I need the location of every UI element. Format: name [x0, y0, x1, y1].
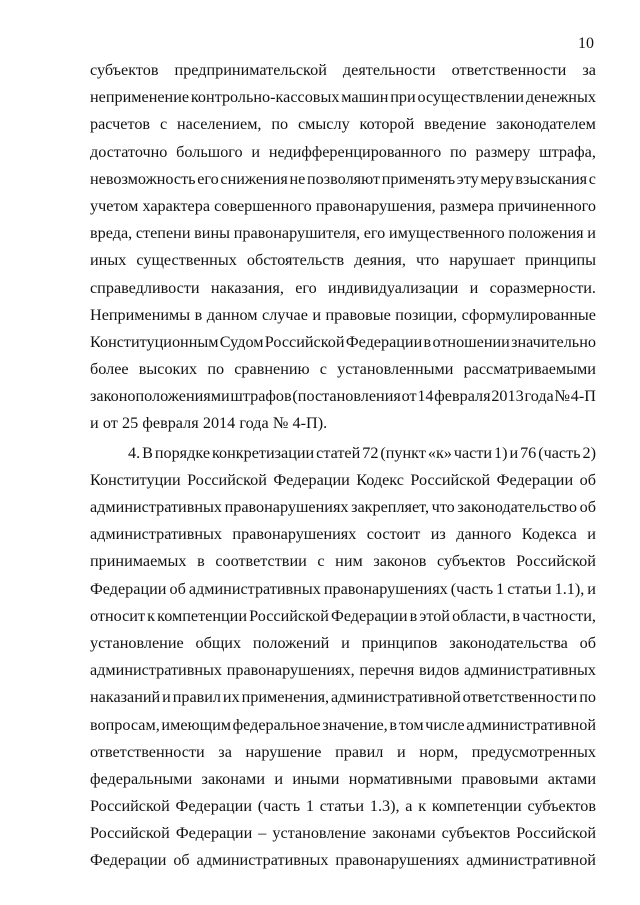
- word: 14: [417, 387, 434, 406]
- word: деяния,: [354, 251, 406, 270]
- word: и: [587, 579, 596, 598]
- text-line: [90, 410, 596, 437]
- text-line: [90, 275, 596, 302]
- word: и: [469, 278, 479, 297]
- word: в: [409, 606, 418, 625]
- word: правонарушениях: [323, 579, 448, 598]
- text-line: [90, 302, 596, 329]
- word: законодателем: [496, 115, 596, 134]
- word: правил: [335, 742, 384, 761]
- word: административных: [188, 579, 321, 598]
- text-line: [90, 247, 596, 274]
- text-line: [90, 739, 596, 766]
- word: из: [430, 525, 446, 544]
- text-line: [90, 440, 596, 467]
- word: принципы: [525, 251, 596, 270]
- word: правонарушениях: [232, 525, 357, 544]
- word: компетенции: [431, 797, 522, 816]
- word: большого: [176, 142, 243, 161]
- word: Российской: [90, 797, 170, 816]
- word: законодательство: [457, 498, 577, 516]
- word: совершенного: [214, 196, 312, 215]
- word: административных: [196, 851, 329, 870]
- word: Федерации: [345, 332, 423, 351]
- word: что: [416, 251, 440, 270]
- paragraph: [90, 57, 596, 438]
- word: наказаний: [90, 688, 161, 707]
- word: видов: [419, 661, 460, 680]
- word: 2): [582, 443, 596, 462]
- word: имеющим: [161, 715, 231, 734]
- paragraph: [90, 440, 596, 875]
- word: позиции,: [395, 305, 458, 324]
- word: том: [398, 715, 424, 734]
- word: недифференцированного: [268, 142, 442, 161]
- word: Российской: [410, 470, 491, 489]
- word: 4-П: [570, 387, 596, 406]
- word: данном: [206, 305, 258, 324]
- word: 25: [122, 414, 139, 433]
- word: Кодекс: [356, 470, 404, 489]
- word: в: [512, 606, 521, 625]
- word: к: [147, 606, 156, 625]
- word: Федерации: [90, 579, 167, 598]
- word: правонарушениях: [224, 498, 349, 516]
- word: перечня: [359, 661, 415, 680]
- word: правонарушителя,: [233, 224, 361, 243]
- word: субъектов: [441, 824, 511, 843]
- word: и: [312, 305, 322, 324]
- text-line: [90, 467, 596, 494]
- word: установление: [272, 824, 367, 843]
- word: ответственности: [90, 742, 205, 761]
- word: штрафов: [230, 387, 292, 406]
- word: Российской: [264, 332, 345, 351]
- word: правовыми: [461, 769, 539, 788]
- word: законодательства: [449, 633, 568, 652]
- word: применения,: [241, 688, 330, 707]
- text-line: [90, 494, 596, 521]
- word: Кодекса: [521, 525, 577, 544]
- word: и: [90, 414, 99, 433]
- word: года: [239, 414, 269, 433]
- word: по: [450, 142, 467, 161]
- word: 76: [520, 443, 537, 462]
- word: вины: [194, 224, 231, 243]
- word: Федерации: [273, 470, 350, 489]
- word: 1: [305, 797, 314, 816]
- word: Конституционным: [90, 332, 219, 351]
- word: снижения: [220, 169, 288, 188]
- page-number: 10: [578, 35, 594, 52]
- word: и: [587, 224, 596, 243]
- word: правонарушения,: [315, 196, 436, 215]
- word: Российской: [249, 606, 329, 625]
- word: его: [295, 278, 317, 297]
- word: по: [271, 115, 289, 134]
- word: нормативными: [348, 769, 453, 788]
- text-line: [90, 548, 596, 575]
- word: высоких: [138, 360, 198, 379]
- word: осуществлении: [417, 88, 525, 107]
- word: деятельности: [342, 61, 436, 79]
- word: административной: [330, 688, 461, 707]
- word: административных: [90, 498, 222, 516]
- word: Российской: [90, 824, 170, 843]
- word: достаточно: [90, 142, 168, 161]
- word: и: [396, 742, 406, 761]
- word: законами: [372, 824, 436, 843]
- word: с: [319, 360, 327, 379]
- word: части: [453, 443, 493, 462]
- word: правонарушениях,: [226, 661, 355, 680]
- word: причиненного: [498, 196, 596, 215]
- word: 72: [362, 443, 379, 462]
- word: индивидуализации: [328, 278, 459, 297]
- word: (часть: [450, 579, 494, 598]
- word: не: [289, 169, 306, 188]
- word: административной: [466, 715, 596, 734]
- word: значительно: [511, 332, 596, 351]
- word: нарушение: [245, 742, 322, 761]
- word: законоположениями: [90, 387, 230, 406]
- word: соразмерности.: [489, 278, 596, 297]
- word: порядке: [154, 443, 211, 462]
- word: Российской: [516, 552, 596, 571]
- word: позволяют: [307, 169, 381, 188]
- word: сравнению: [234, 360, 310, 379]
- word: в: [194, 305, 203, 324]
- word: законов: [373, 552, 427, 571]
- word: к: [418, 797, 427, 816]
- word: Федерации: [175, 824, 253, 843]
- word: 4-П).: [292, 414, 328, 433]
- word: 4.: [128, 443, 141, 462]
- word: размера: [439, 196, 495, 215]
- word: 1.1),: [554, 579, 585, 598]
- word: что: [431, 498, 455, 516]
- word: принципов: [361, 633, 438, 652]
- word: Судом: [219, 332, 264, 351]
- word: состоит: [366, 525, 421, 544]
- word: смыслу: [298, 115, 350, 134]
- word: и: [251, 142, 261, 161]
- word: ответственности: [451, 61, 567, 79]
- word: В: [142, 443, 153, 462]
- text-line: [90, 793, 596, 820]
- word: рассматриваемыми: [463, 360, 596, 379]
- word: 1.3),: [369, 797, 400, 816]
- word: а: [405, 797, 413, 816]
- word: статьи: [507, 579, 552, 598]
- word: (часть: [538, 443, 581, 462]
- word: февраля: [434, 387, 491, 406]
- word: «к»: [427, 443, 452, 462]
- word: в: [423, 332, 432, 351]
- word: с: [159, 115, 168, 134]
- word: 1: [496, 579, 505, 598]
- word: положений: [252, 633, 330, 652]
- word: от: [102, 414, 118, 433]
- word: Неприменимы: [90, 305, 191, 324]
- body-text: [90, 57, 596, 875]
- word: закрепляет,: [351, 498, 430, 516]
- text-line: [90, 766, 596, 793]
- word: 2014: [202, 414, 236, 433]
- word: –: [258, 824, 267, 843]
- word: 2013: [491, 387, 524, 406]
- word: года: [524, 387, 554, 406]
- word: Федерации: [496, 470, 574, 489]
- text-line: [90, 657, 596, 684]
- word: обстоятельств: [246, 251, 345, 270]
- word: значение,: [322, 715, 388, 734]
- word: ответственности: [462, 688, 578, 707]
- text-line: [90, 220, 596, 247]
- word: административных: [90, 525, 222, 544]
- word: эту: [456, 169, 479, 188]
- word: с: [317, 552, 325, 571]
- word: об: [173, 851, 190, 870]
- word: наказания,: [210, 278, 284, 297]
- word: субъектов: [437, 552, 506, 571]
- word: федеральными: [90, 769, 193, 788]
- word: при: [390, 88, 416, 107]
- word: в: [197, 552, 205, 571]
- word: об: [169, 579, 186, 598]
- word: и: [341, 633, 350, 652]
- word: и: [587, 525, 596, 544]
- word: и: [162, 688, 171, 707]
- word: невозможность: [90, 169, 196, 188]
- word: статей: [316, 443, 361, 462]
- word: вреда,: [90, 224, 133, 243]
- word: более: [90, 360, 129, 379]
- word: и: [274, 769, 284, 788]
- word: вопросам,: [90, 715, 160, 734]
- text-line: [90, 820, 596, 847]
- word: взыскания: [515, 169, 588, 188]
- word: за: [582, 61, 596, 79]
- word: установленными: [337, 360, 454, 379]
- word: (постановления: [292, 387, 401, 406]
- word: от: [401, 387, 417, 406]
- text-line: [90, 630, 596, 657]
- word: статьи: [319, 797, 365, 816]
- text-line: [90, 576, 596, 603]
- word: характера: [142, 196, 211, 215]
- text-line: [90, 166, 596, 193]
- word: положения: [508, 224, 584, 243]
- word: (часть: [257, 797, 301, 816]
- word: размеру: [475, 142, 531, 161]
- word: Федерации: [331, 606, 408, 625]
- word: правил: [172, 688, 222, 707]
- word: частности,: [522, 606, 596, 625]
- word: принимаемых: [90, 552, 187, 571]
- word: административных: [464, 661, 596, 680]
- word: с: [588, 169, 596, 188]
- word: применять: [381, 169, 456, 188]
- word: Федерации: [90, 851, 167, 870]
- word: Федерации: [175, 797, 252, 816]
- text-line: [90, 193, 596, 220]
- text-line: [90, 329, 596, 356]
- word: правонарушениях: [335, 851, 460, 870]
- word: иными: [292, 769, 340, 788]
- word: общих: [195, 633, 242, 652]
- word: Российской: [516, 824, 596, 843]
- word: административных: [90, 661, 222, 680]
- word: и: [509, 443, 519, 462]
- word: его: [363, 224, 386, 243]
- word: сформулированные: [461, 305, 596, 324]
- word: введение: [424, 115, 487, 134]
- word: контрольно-кассовых: [190, 88, 340, 107]
- word: денежных: [525, 88, 596, 107]
- word: компетенции: [157, 606, 248, 625]
- word: учетом: [90, 196, 139, 215]
- word: предпринимательской: [174, 61, 327, 79]
- word: об: [579, 498, 596, 516]
- word: области,: [452, 606, 511, 625]
- word: субъектов: [90, 61, 159, 79]
- word: иных: [90, 251, 127, 270]
- text-line: [90, 603, 596, 630]
- word: по: [207, 360, 225, 379]
- word: расчетов: [90, 115, 151, 134]
- word: федеральное: [232, 715, 321, 734]
- word: административной: [466, 851, 596, 870]
- word: существенных: [136, 251, 237, 270]
- word: об: [579, 633, 596, 652]
- word: Российской: [187, 470, 267, 489]
- text-line: [90, 521, 596, 548]
- text-line: [90, 383, 596, 410]
- word: (пункт: [380, 443, 426, 462]
- word: нарушает: [449, 251, 515, 270]
- word: машин: [341, 88, 389, 107]
- word: установление: [90, 633, 184, 652]
- word: его: [197, 169, 219, 188]
- word: об: [579, 470, 596, 489]
- text-line: [90, 139, 596, 166]
- word: неприменение: [90, 88, 190, 107]
- text-line: [90, 111, 596, 138]
- word: предусмотренных: [471, 742, 596, 761]
- word: соответствии: [215, 552, 307, 571]
- word: конкретизации: [211, 443, 315, 462]
- word: по: [579, 688, 596, 707]
- word: их: [222, 688, 240, 707]
- word: №: [272, 414, 289, 433]
- word: справедливости: [90, 278, 200, 297]
- word: актами: [547, 769, 596, 788]
- word: относит: [90, 606, 146, 625]
- word: правовые: [325, 305, 391, 324]
- word: случае: [262, 305, 308, 324]
- word: за: [218, 742, 232, 761]
- word: февраля: [142, 414, 199, 433]
- word: которой: [359, 115, 415, 134]
- text-line: [90, 356, 596, 383]
- text-line: [90, 57, 596, 84]
- word: населением,: [177, 115, 262, 134]
- word: 1): [494, 443, 508, 462]
- word: законами: [201, 769, 266, 788]
- word: этой: [419, 606, 450, 625]
- text-line: [90, 847, 596, 874]
- word: отношении: [432, 332, 510, 351]
- text-line: [90, 684, 596, 711]
- word: штрафа,: [539, 142, 596, 161]
- word: ним: [335, 552, 363, 571]
- word: Конституции: [90, 470, 181, 489]
- word: в: [389, 715, 398, 734]
- word: степени: [135, 224, 191, 243]
- word: норм,: [419, 742, 459, 761]
- word: данного: [456, 525, 512, 544]
- text-line: [90, 84, 596, 111]
- text-line: [90, 712, 596, 739]
- word: №: [554, 387, 570, 406]
- word: меру: [480, 169, 514, 188]
- word: имущественного: [388, 224, 505, 243]
- word: субъектов: [527, 797, 596, 816]
- word: числе: [425, 715, 465, 734]
